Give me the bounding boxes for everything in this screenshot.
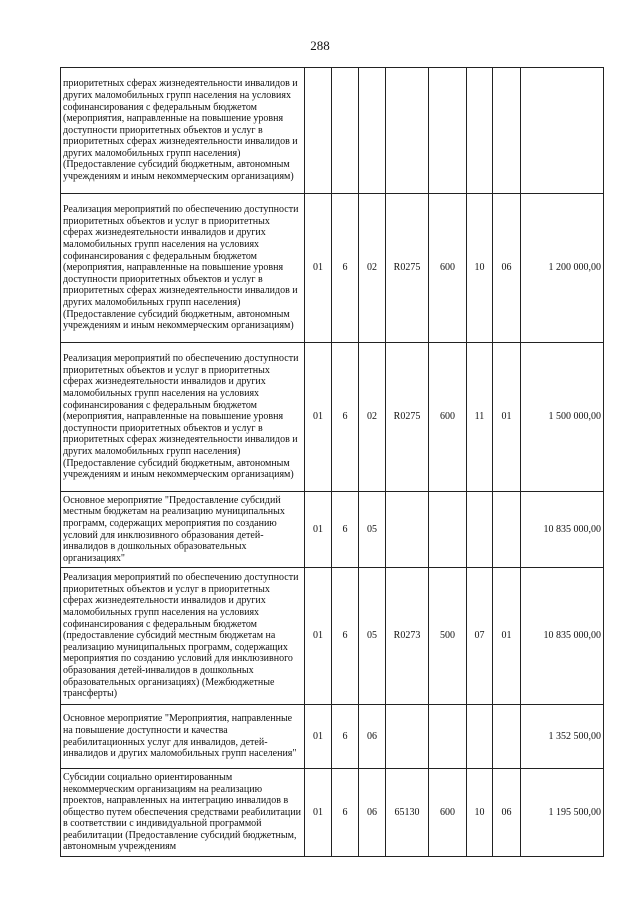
expense-type-code — [429, 492, 467, 568]
subprogram-code — [332, 68, 359, 194]
subprogram-code: 6 — [332, 568, 359, 705]
subsection-code: 06 — [493, 194, 521, 343]
event-code: 06 — [359, 769, 386, 857]
row-description: Реализация мероприятий по обеспечению доступности приоритетных объектов и услуг в приоритетных сферах жизнедеятельности инвалидов и других маломобильных групп населения на условиях софинансирования с федеральным бюджетом (мероприятия, направленные на повышение уровня доступности приоритетных объектов и услуг в приоритетных сферах жизнедеятельности инвалидов и других маломобильных групп населения) (Предоставление субсидий бюджетным, автономным учреждениям и иным некоммерческим организациям) — [61, 343, 305, 492]
subprogram-code: 6 — [332, 343, 359, 492]
amount: 10 835 000,00 — [521, 492, 604, 568]
direction-code — [386, 705, 429, 769]
section-code: 10 — [467, 769, 493, 857]
direction-code: R0275 — [386, 343, 429, 492]
section-code: 11 — [467, 343, 493, 492]
expense-type-code — [429, 68, 467, 194]
direction-code — [386, 492, 429, 568]
expense-type-code: 600 — [429, 343, 467, 492]
table-row — [61, 705, 604, 769]
program-code: 01 — [305, 194, 332, 343]
row-description: приоритетных сферах жизнедеятельности инвалидов и других маломобильных групп населения на условиях софинансирования с федеральным бюджетом (мероприятия, направленные на повышение уровня доступности приоритетных объектов и услуг в приоритетных сферах жизнедеятельности инвалидов и других маломобильных групп населения) (Предоставление субсидий бюджетным, автономным учреждениям и иным некоммерческим организациям) — [61, 68, 305, 194]
program-code — [305, 68, 332, 194]
subsection-code: 01 — [493, 568, 521, 705]
subprogram-code: 6 — [332, 769, 359, 857]
table-row — [61, 68, 604, 194]
amount: 1 352 500,00 — [521, 705, 604, 769]
subsection-code — [493, 492, 521, 568]
table-row — [61, 194, 604, 343]
event-code — [359, 68, 386, 194]
table-row — [61, 343, 604, 492]
section-code: 10 — [467, 194, 493, 343]
direction-code — [386, 68, 429, 194]
row-description: Основное мероприятие "Предоставление субсидий местным бюджетам на реализацию муниципальных программ, содержащих мероприятия по созданию условий для инклюзивного образования детей-инвалидов в дошкольных образовательных организациях" — [61, 492, 305, 568]
table-row — [61, 568, 604, 705]
amount: 1 500 000,00 — [521, 343, 604, 492]
row-description: Субсидии социально ориентированным некоммерческим организациям на реализацию проектов, направленных на интеграцию инвалидов в общество путем обеспечения средствами реабилитации в соответствии с индивидуальной программой реабилитации (Предоставление субсидий бюджетным, автономным учреждениям — [61, 769, 305, 857]
event-code: 02 — [359, 194, 386, 343]
row-description: Реализация мероприятий по обеспечению доступности приоритетных объектов и услуг в приоритетных сферах жизнедеятельности инвалидов и других маломобильных групп населения на условиях софинансирования с федеральным бюджетом (мероприятия, направленные на повышение уровня доступности приоритетных объектов и услуг в приоритетных сферах жизнедеятельности инвалидов и других маломобильных групп населения) (Предоставление субсидий бюджетным, автономным учреждениям и иным некоммерческим организациям) — [61, 194, 305, 343]
table-row — [61, 769, 604, 857]
section-code: 07 — [467, 568, 493, 705]
event-code: 06 — [359, 705, 386, 769]
budget-table — [60, 67, 604, 857]
section-code — [467, 68, 493, 194]
table-row — [61, 492, 604, 568]
row-description: Основное мероприятие "Мероприятия, направленные на повышение доступности и качества реабилитационных услуг для инвалидов, детей-инвалидов и других маломобильных групп населения" — [61, 705, 305, 769]
expense-type-code: 500 — [429, 568, 467, 705]
program-code: 01 — [305, 769, 332, 857]
direction-code: R0275 — [386, 194, 429, 343]
row-description: Реализация мероприятий по обеспечению доступности приоритетных объектов и услуг в приоритетных сферах жизнедеятельности инвалидов и других маломобильных групп населения на условиях софинансирования с федеральным бюджетом (предоставление субсидий местным бюджетам на реализацию муниципальных программ, содержащих мероприятия по созданию условий для инклюзивного образования детей-инвалидов в дошкольных образовательных организациях) (Межбюджетные трансферты) — [61, 568, 305, 705]
subsection-code — [493, 68, 521, 194]
subsection-code — [493, 705, 521, 769]
amount: 1 200 000,00 — [521, 194, 604, 343]
event-code: 02 — [359, 343, 386, 492]
event-code: 05 — [359, 568, 386, 705]
direction-code: 65130 — [386, 769, 429, 857]
subsection-code: 06 — [493, 769, 521, 857]
program-code: 01 — [305, 492, 332, 568]
amount — [521, 68, 604, 194]
section-code — [467, 492, 493, 568]
expense-type-code: 600 — [429, 769, 467, 857]
program-code: 01 — [305, 705, 332, 769]
page-number: 288 — [310, 38, 330, 53]
amount: 1 195 500,00 — [521, 769, 604, 857]
subprogram-code: 6 — [332, 492, 359, 568]
amount: 10 835 000,00 — [521, 568, 604, 705]
section-code — [467, 705, 493, 769]
expense-type-code — [429, 705, 467, 769]
expense-type-code: 600 — [429, 194, 467, 343]
subsection-code: 01 — [493, 343, 521, 492]
program-code: 01 — [305, 568, 332, 705]
subprogram-code: 6 — [332, 705, 359, 769]
program-code: 01 — [305, 343, 332, 492]
direction-code: R0273 — [386, 568, 429, 705]
event-code: 05 — [359, 492, 386, 568]
subprogram-code: 6 — [332, 194, 359, 343]
